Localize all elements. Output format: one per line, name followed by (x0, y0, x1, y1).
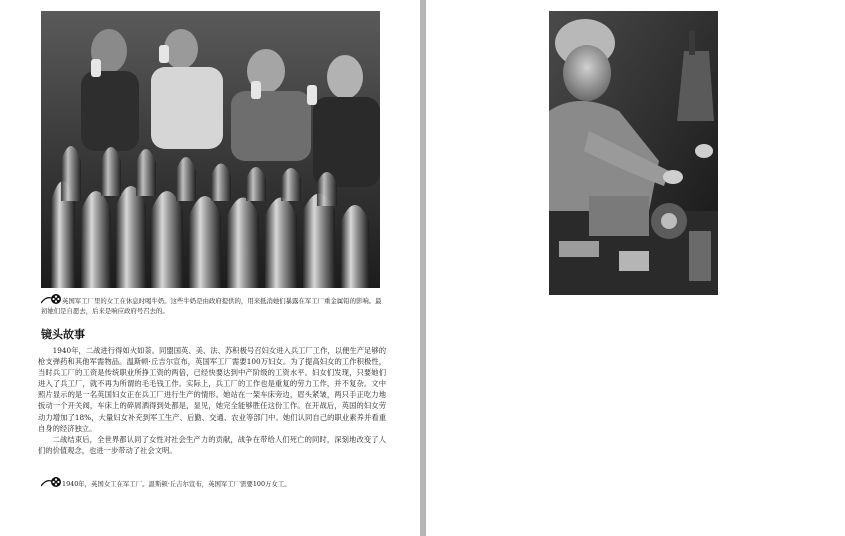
article-body (38, 345, 386, 456)
caption-bottom-text: 1940年，英国女工在军工厂。温斯顿·丘吉尔宣布，英国军工厂需要100万女工。 (62, 480, 291, 488)
photo-women-drinking-milk (41, 11, 380, 288)
paragraph-1: 1940年，二战进行得如火如荼。同盟国英、美、法、苏积极号召妇女进入兵工厂工作，以便生产足够的枪支弹药和其他军需物品。温斯顿·丘吉尔宣布，英国军工厂需要100万妇女。为了提高妇女的工作积极性，当时兵工厂的工资是传统职业所挣工资的两倍，已经快要达到中产阶级的工资水平。妇女们发现，只要她们进入了兵工厂，就不再为所谓的毛毛钱工作。实际上，兵工厂的工作也是重复的劳力工作，并不复杂。文中照片显示的是一名英国妇女正在兵工厂进行生产的情形。她站在一架车床旁边，眉头紧皱，两只手正吃力地扳动一个开关阀，车床上的碎屑洒得到处都是，显见，她完全能够胜任这份工作。在开战后，英国的妇女劳动力增加了18%，大量妇女补充到军工生产、后勤、交通、农业等部门中。她们认同自己的职业素养并看重自身的经济独立。 (38, 346, 386, 433)
film-reel-icon (41, 476, 61, 488)
caption-top-text: 英国军工厂里的女工在休息时喝牛奶。这些牛奶是由政府提供的，用来抵消她们暴露在军工厂重金属铅的影响。最初她们是自愿去，后来是响应政府号召去的。 (41, 297, 382, 315)
caption-bottom (41, 476, 386, 489)
photo-woman-at-lathe (549, 11, 718, 295)
left-page (0, 0, 420, 536)
section-title: 镜头故事 (41, 328, 85, 341)
right-page (426, 0, 845, 536)
film-reel-icon (41, 293, 61, 305)
caption-top (41, 293, 386, 316)
paragraph-2: 二战结束后，全世界都认同了女性对社会生产力的贡献，战争在带给人们死亡的同时，深刻地改变了人们的价值观念，也进一步带动了社会文明。 (38, 434, 386, 455)
